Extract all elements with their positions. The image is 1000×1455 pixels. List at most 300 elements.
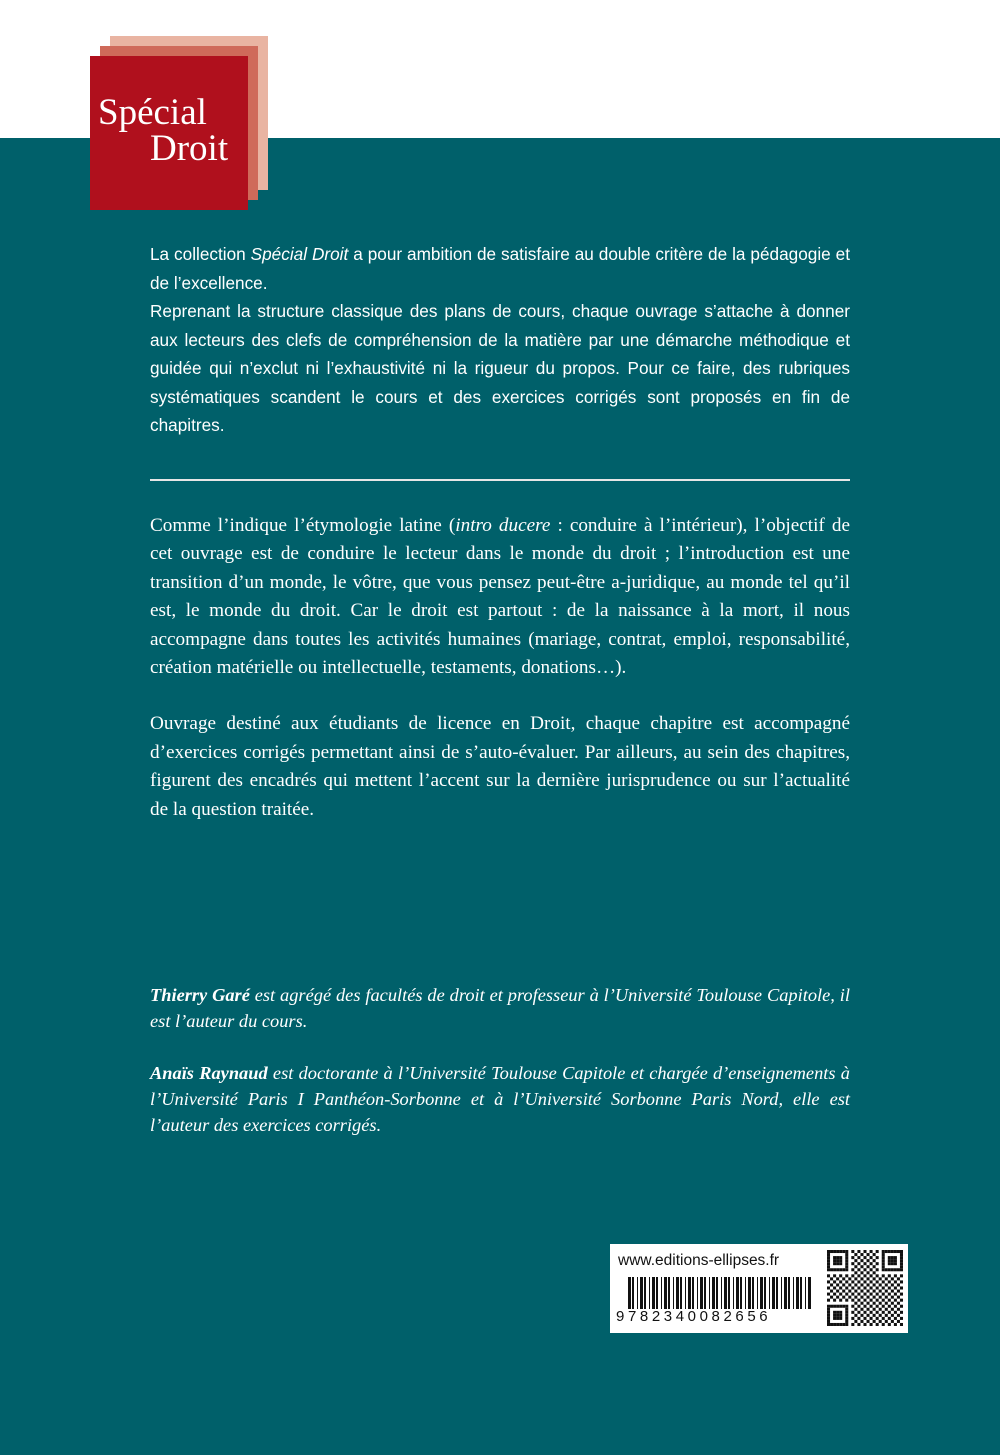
qr-module [867,1296,870,1299]
qr-module [888,1280,891,1283]
qr-module [882,1250,885,1253]
qr-module [867,1253,870,1256]
barcode-bar [688,1277,691,1309]
barcode-bar [697,1277,698,1309]
qr-module [882,1317,885,1320]
qr-module [836,1317,839,1320]
qr-module [839,1314,842,1317]
author-bios [150,982,850,1138]
qr-module [879,1308,882,1311]
qr-module [833,1311,836,1314]
qr-module [863,1299,866,1302]
qr-module [833,1259,836,1262]
qr-module [833,1317,836,1320]
qr-module [870,1299,873,1302]
qr-module [833,1256,836,1259]
author-bio-2: Anaïs Raynaud est doctorante à l’Université Toulouse Capitole et chargée d’enseignements à l’Université Paris I Panthéon-Sorbonne et à l’Université Sorbonne Paris Nord, elle est l’auteur des exercices corrigés. [150,1063,851,1135]
qr-module [854,1314,857,1317]
qr-module [836,1256,839,1259]
qr-module [876,1280,879,1283]
qr-module [888,1317,891,1320]
qr-module [845,1256,848,1259]
qr-module [833,1274,836,1277]
qr-module [888,1293,891,1296]
qr-module [870,1286,873,1289]
qr-module [863,1311,866,1314]
qr-module [879,1302,882,1305]
qr-module [867,1290,870,1293]
qr-module [873,1314,876,1317]
qr-module [836,1259,839,1262]
qr-module [827,1265,830,1268]
qr-module [894,1256,897,1259]
qr-module [900,1256,903,1259]
qr-module [867,1265,870,1268]
qr-module [836,1262,839,1265]
qr-module [863,1305,866,1308]
qr-module [882,1305,885,1308]
qr-module [842,1268,845,1271]
qr-module [888,1262,891,1265]
qr-module [894,1311,897,1314]
barcode-bar [632,1277,634,1309]
qr-module [827,1286,830,1289]
book-description [150,512,850,824]
qr-module [891,1296,894,1299]
barcode-bar [640,1277,643,1309]
qr-module [845,1299,848,1302]
qr-module [882,1311,885,1314]
qr-module [867,1277,870,1280]
qr-module [885,1308,888,1311]
qr-module [891,1256,894,1259]
qr-module [863,1262,866,1265]
qr-module [882,1274,885,1277]
qr-module [870,1256,873,1259]
qr-module [836,1283,839,1286]
barcode-bar [772,1277,775,1309]
qr-module [836,1250,839,1253]
barcode-bar [656,1277,658,1309]
qr-module [827,1253,830,1256]
qr-module [830,1277,833,1280]
barcode-bar [649,1277,650,1309]
qr-module [867,1283,870,1286]
qr-module [860,1302,863,1305]
qr-module [879,1320,882,1323]
qr-module [839,1256,842,1259]
qr-module [836,1296,839,1299]
barcode-bar [709,1277,710,1309]
qr-module [891,1283,894,1286]
qr-module [857,1323,860,1326]
qr-module [894,1323,897,1326]
qr-module [854,1290,857,1293]
barcode-bar [668,1277,670,1309]
barcode-bar [637,1277,638,1309]
barcode-bar [680,1277,682,1309]
qr-module [900,1250,903,1253]
barcode-bar [805,1277,806,1309]
qr-module [842,1277,845,1280]
qr-module [860,1277,863,1280]
qr-module [891,1290,894,1293]
qr-module [870,1323,873,1326]
qr-module [891,1308,894,1311]
qr-module [857,1256,860,1259]
qr-module [863,1280,866,1283]
qr-module [845,1320,848,1323]
qr-module [882,1323,885,1326]
qr-module [851,1311,854,1314]
barcode-bar [793,1277,794,1309]
qr-module [900,1259,903,1262]
qr-module [848,1283,851,1286]
qr-module [888,1256,891,1259]
qr-module [870,1305,873,1308]
qr-module [857,1317,860,1320]
qr-module [845,1305,848,1308]
barcode-bar [769,1277,770,1309]
qr-module [888,1311,891,1314]
barcode-bar [788,1277,790,1309]
qr-module [863,1323,866,1326]
qr-module [833,1262,836,1265]
qr-module [867,1308,870,1311]
qr-module [879,1277,882,1280]
qr-module [833,1250,836,1253]
qr-module [860,1283,863,1286]
qr-module [851,1305,854,1308]
qr-module [842,1250,845,1253]
qr-module [882,1253,885,1256]
qr-module [854,1271,857,1274]
barcode-bar [692,1277,694,1309]
qr-module [885,1296,888,1299]
qr-module [839,1280,842,1283]
qr-module [854,1277,857,1280]
qr-module [839,1299,842,1302]
section-divider [150,479,850,481]
latin-term: intro ducere [455,515,551,536]
qr-module [897,1250,900,1253]
qr-module [882,1280,885,1283]
qr-module [900,1305,903,1308]
qr-module [873,1253,876,1256]
qr-module [833,1268,836,1271]
qr-module [839,1286,842,1289]
qr-module [900,1280,903,1283]
qr-module [891,1277,894,1280]
qr-module [885,1320,888,1323]
qr-module [851,1262,854,1265]
qr-module [827,1262,830,1265]
qr-module [897,1320,900,1323]
qr-module [839,1274,842,1277]
qr-module [863,1293,866,1296]
qr-module [863,1286,866,1289]
qr-module [839,1250,842,1253]
qr-module [839,1311,842,1314]
qr-module [873,1296,876,1299]
qr-module [876,1250,879,1253]
qr-module [857,1311,860,1314]
qr-module [891,1250,894,1253]
qr-module [888,1274,891,1277]
qr-module [830,1296,833,1299]
qr-module [885,1314,888,1317]
qr-module [827,1314,830,1317]
qr-module [851,1317,854,1320]
barcode-bar [800,1277,802,1309]
barcode-bar [685,1277,686,1309]
qr-module [854,1253,857,1256]
qr-module [870,1262,873,1265]
qr-module [885,1277,888,1280]
qr-module [857,1286,860,1289]
qr-module [879,1290,882,1293]
qr-module [851,1299,854,1302]
qr-module [860,1271,863,1274]
qr-module [857,1262,860,1265]
qr-module [827,1320,830,1323]
qr-module [860,1259,863,1262]
qr-module [860,1314,863,1317]
qr-module [833,1280,836,1283]
qr-module [900,1265,903,1268]
barcode-bar [664,1277,667,1309]
qr-module [888,1305,891,1308]
barcode-bar [700,1277,703,1309]
qr-module [876,1274,879,1277]
qr-module [827,1308,830,1311]
qr-module [888,1323,891,1326]
qr-module [833,1299,836,1302]
qr-module [845,1323,848,1326]
qr-module [845,1314,848,1317]
qr-module [833,1305,836,1308]
qr-module [897,1290,900,1293]
qr-module [876,1311,879,1314]
barcode-bar [776,1277,778,1309]
qr-module [897,1296,900,1299]
qr-module [876,1317,879,1320]
qr-module [873,1290,876,1293]
qr-module [876,1293,879,1296]
qr-module [854,1265,857,1268]
qr-module [860,1308,863,1311]
qr-module [848,1290,851,1293]
qr-module [879,1314,882,1317]
author-name: Anaïs Raynaud [150,1063,268,1083]
qr-module [857,1293,860,1296]
qr-module [851,1293,854,1296]
qr-module [882,1259,885,1262]
qr-module [845,1280,848,1283]
qr-module [863,1317,866,1320]
qr-module [854,1320,857,1323]
qr-module [867,1259,870,1262]
qr-module [827,1311,830,1314]
qr-module [833,1314,836,1317]
barcode-bar [736,1277,739,1309]
barcode-bar [796,1277,799,1309]
qr-module [870,1250,873,1253]
qr-module [894,1268,897,1271]
barcode-bar [784,1277,787,1309]
qr-module [885,1302,888,1305]
qr-module [870,1280,873,1283]
qr-module [870,1274,873,1277]
qr-module [888,1286,891,1289]
qr-module [885,1290,888,1293]
qr-module [854,1259,857,1262]
qr-module [851,1280,854,1283]
isbn-number: 9782340082656 [616,1308,772,1325]
qr-module [842,1283,845,1286]
qr-module [867,1271,870,1274]
description-paragraph-2: Ouvrage destiné aux étudiants de licence en Droit, chaque chapitre est accompagné d’exercices corrigés permettant ainsi de s’auto-évaluer. Par ailleurs, au sein des chapitres, figurent des encadrés qui mettent l’accent sur la dernière jurisprudence ou sur l’actualité de la question traitée. [150,713,850,820]
qr-module [897,1314,900,1317]
qr-module [857,1299,860,1302]
publisher-url[interactable]: www.editions-ellipses.fr [618,1252,780,1269]
qr-module [827,1323,830,1326]
qr-module [857,1280,860,1283]
qr-module [897,1277,900,1280]
collection-paragraph-2: Reprenant la structure classique des plans de cours, chaque ouvrage s’attache à donner aux lecteurs des clefs de compréhension de la matière par une démarche méthodique et guidée qui n’exclut ni l’exhaustivité ni la rigueur du propos. Pour ce faire, des rubriques systématiques scandent le cours et des exercices corrigés sont proposés en fin de chapitres. [150,301,850,435]
barcode-bar [808,1277,811,1309]
barcode-bar [676,1277,679,1309]
qr-module [845,1250,848,1253]
qr-module [879,1296,882,1299]
qr-module [876,1268,879,1271]
qr-module [851,1250,854,1253]
qr-module [839,1259,842,1262]
qr-module [830,1305,833,1308]
qr-module [882,1265,885,1268]
qr-module [860,1320,863,1323]
qr-module [882,1286,885,1289]
barcode-panel [610,1244,908,1333]
qr-module [827,1305,830,1308]
qr-module [882,1293,885,1296]
qr-module [845,1317,848,1320]
qr-module [870,1317,873,1320]
qr-module [827,1274,830,1277]
qr-module [839,1317,842,1320]
qr-module [876,1286,879,1289]
barcode-bar [752,1277,754,1309]
barcode-bar [628,1277,631,1309]
collection-logo [90,36,270,211]
qr-module [873,1277,876,1280]
collection-paragraph-1: La collection Spécial Droit a pour ambition de satisfaire au double critère de la pédagogie et de l’excellence. [150,244,850,293]
qr-module [842,1323,845,1326]
barcode-bar [757,1277,758,1309]
qr-module [867,1320,870,1323]
qr-module [827,1280,830,1283]
qr-module [863,1250,866,1253]
isbn-barcode [628,1277,814,1309]
qr-module [900,1262,903,1265]
qr-module [833,1293,836,1296]
qr-module [836,1290,839,1293]
qr-module [882,1299,885,1302]
qr-module [845,1286,848,1289]
qr-module [827,1250,830,1253]
qr-module [863,1274,866,1277]
qr-module [888,1299,891,1302]
qr-module [900,1317,903,1320]
barcode-bar [781,1277,782,1309]
barcode-bar [704,1277,706,1309]
qr-module [836,1268,839,1271]
qr-module [894,1274,897,1277]
qr-module [876,1262,879,1265]
qr-module [857,1274,860,1277]
qr-module [867,1302,870,1305]
qr-module [900,1293,903,1296]
qr-module [839,1323,842,1326]
qr-module [833,1323,836,1326]
qr-module [851,1286,854,1289]
qr-module [839,1262,842,1265]
qr-module [891,1268,894,1271]
qr-module [894,1317,897,1320]
qr-module [873,1320,876,1323]
qr-module [894,1299,897,1302]
logo-word-special: Spécial [98,92,207,133]
qr-module [839,1293,842,1296]
collection-name: Spécial Droit [250,244,349,264]
qr-module [863,1256,866,1259]
qr-module [851,1256,854,1259]
qr-module [897,1302,900,1305]
logo-front-square [90,56,248,210]
qr-module [894,1250,897,1253]
barcode-bar [721,1277,722,1309]
qr-module [900,1299,903,1302]
qr-module [888,1268,891,1271]
barcode-bar [748,1277,751,1309]
qr-module [900,1323,903,1326]
qr-module [900,1286,903,1289]
qr-module [827,1268,830,1271]
qr-module [873,1302,876,1305]
collection-description [150,240,850,440]
qr-module [860,1265,863,1268]
barcode-bar [644,1277,646,1309]
qr-module [879,1283,882,1286]
qr-module [870,1311,873,1314]
qr-module [894,1293,897,1296]
qr-module [876,1323,879,1326]
qr-module [845,1293,848,1296]
qr-module [873,1271,876,1274]
qr-module [854,1296,857,1299]
qr-module [854,1308,857,1311]
barcode-bar [673,1277,674,1309]
qr-module [870,1268,873,1271]
qr-module [845,1268,848,1271]
qr-code[interactable] [827,1250,903,1326]
author-bio-1: Thierry Garé est agrégé des facultés de droit et professeur à l’Université Toulouse Capitole, il est l’auteur du cours. [150,985,850,1031]
qr-module [839,1268,842,1271]
qr-module [857,1268,860,1271]
qr-module [873,1283,876,1286]
qr-module [836,1311,839,1314]
barcode-bar [740,1277,742,1309]
